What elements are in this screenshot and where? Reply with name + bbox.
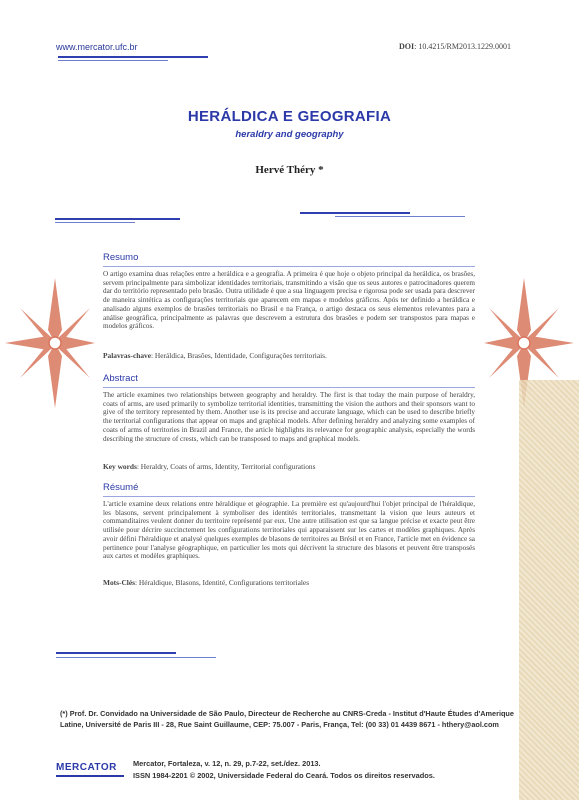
paper-texture-strip [519, 380, 579, 800]
issn-copyright: ISSN 1984-2201 © 2002, Universidade Federal do Ceará. Todos os direitos reservados. [133, 771, 435, 780]
resume-rule [103, 496, 475, 497]
resume-keywords [103, 578, 475, 587]
title-rule [300, 212, 410, 214]
resumo-keywords-value: : Heráldica, Brasões, Identidade, Configurações territoriais. [151, 351, 327, 360]
abstract-text: The article examines two relationships between geography and heraldry. The first is that today the main purpose of heraldry, coats of arms, are used primarily to symbolize territorial identities, transmitting the vision the authors and their sponsors want to give of the territory represented by them. Another use is its precise and accurate language, which can be used to describe briefly the territorial configurations that appear on maps and graphical models. After defining heraldry and analyzing some examples of coats of arms of territories in Brazil and France, the article highlights its relevance for geographic analysis, especially the words describing the structure of crests, which can be transposed to maps and graphical models. [103, 391, 475, 443]
abstract-keywords-value: : Heraldry, Coats of arms, Identity, Territorial configurations [136, 462, 316, 471]
resumo-rule [103, 266, 475, 267]
left-rule [55, 218, 180, 220]
article-subtitle: heraldry and geography [235, 129, 344, 140]
resumo-keywords-label: Palavras-chave [103, 351, 152, 360]
resumo-keywords [103, 351, 475, 360]
left-rule-thin [55, 222, 135, 223]
resume-text: L'article examine deux relations entre héraldique et géographie. La première est qu'aujourd'hui l'objet principal de l'héraldique, les blasons, servent principalement à symboliser des identités territoriales, transmettant la vision que leurs auteurs et commanditaires veulent donner du territoire représenté par eux. Une autre utilisation est que sa langue précise et exacte peut être utilisée pour décrire succinctement les configurations territoriales qui apparaissent sur les cartes et modèles graphiques. Après avoir défini l'héraldique et analysé quelques exemples de blasons de territoires au Brésil et en France, l'article met en évidence sa pertinence pour l'analyse géographique, en particulier les mots qui décrivent la structure des blasons et peuvent être transposés aux cartes et modèles graphiques. [103, 500, 475, 561]
journal-citation: Mercator, Fortaleza, v. 12, n. 29, p.7-22, set./dez. 2013. [133, 759, 321, 768]
bottom-rule [56, 652, 176, 654]
resumo-heading: Resumo [103, 252, 139, 263]
doi-reference [399, 42, 511, 51]
resumo-text: O artigo examina duas relações entre a heráldica e a geografia. A primeira é que hoje o objeto principal da heráldica, os brasões, servem principalmente para simbolizar identidades territoriais, transmitindo a visão que os seus autores e patrocinadores querem dar do território representado pelo brasão. Outra utilidade é que a sua linguagem precisa e rigorosa pode ser usada para descrever de maneira sintética as configurações territoriais que aparecem em mapas e modelos gráficos. Após ter definido a heráldica e analisado alguns exemplos de brasões territoriais no Brasil e na França, o artigo destaca os seus elementos relevantes para a análise geográfica, principalmente as palavras que descrevem a estrutura dos brasões e podem ser transpostos para mapas e modelos gráficos. [103, 270, 475, 331]
compass-star-left-icon [0, 268, 95, 418]
doi-label: DOI [398, 42, 415, 51]
header-rule [58, 56, 208, 58]
abstract-keywords [103, 462, 475, 471]
bottom-rule-thin [56, 657, 216, 658]
abstract-keywords-label: Key words [103, 462, 137, 471]
resume-heading: Résumé [103, 482, 139, 493]
logo-underline [56, 775, 124, 777]
resume-keywords-label: Mots-Clés [103, 578, 136, 587]
resume-keywords-value: : Héraldique, Blasons, Identité, Configurations territoriales [135, 578, 310, 587]
header-rule-thin [58, 60, 168, 61]
article-author: Hervé Théry * [255, 164, 324, 176]
abstract-heading: Abstract [103, 373, 138, 384]
author-footnote: (*) Prof. Dr. Convidado na Universidade de São Paulo, Directeur de Recherche au CNRS-Creda - Institut d'Haute Études d'Amerique Latine, Université de Paris III - 28, Rue Saint Guillaume, CEP: 75.007 - Paris, França, Tel: (00 33) 01 4439 8671 - hthery@aol.com [60, 709, 514, 729]
title-rule-thin [335, 216, 465, 217]
abstract-rule [103, 387, 475, 388]
doi-value: : 10.4215/RM2013.1229.0001 [414, 42, 511, 51]
journal-url[interactable]: www.mercator.ufc.br [56, 42, 138, 52]
article-title: HERÁLDICA E GEOGRAFIA [187, 108, 392, 125]
mercator-logo: MERCATOR [56, 762, 117, 773]
